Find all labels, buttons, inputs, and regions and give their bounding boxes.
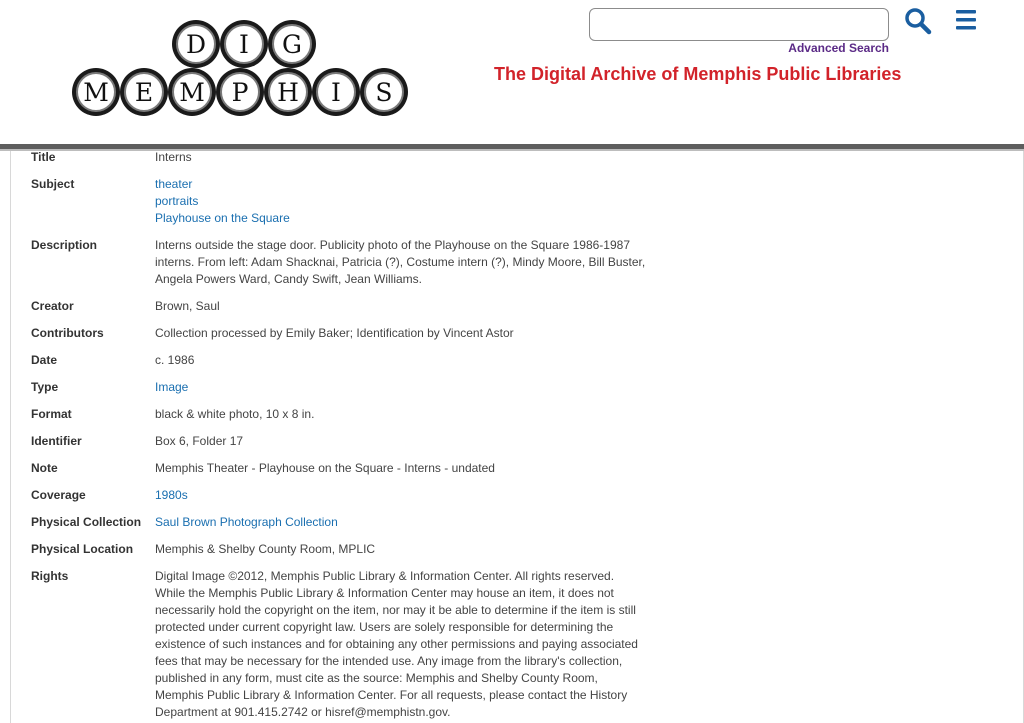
logo-letter: H [268, 72, 308, 112]
logo-coin [220, 20, 268, 68]
logo-coin [172, 20, 220, 68]
metadata-label: Contributors [31, 326, 104, 340]
metadata-row-title [31, 149, 671, 166]
logo-coin [216, 68, 264, 116]
metadata-label: Description [31, 238, 98, 252]
metadata-value [155, 568, 655, 721]
metadata-label: Creator [31, 299, 74, 313]
rights-line: Department at 901.415.2742 or hisref@memphistn.gov. [155, 705, 451, 719]
metadata-label: Date [31, 353, 58, 367]
metadata-label: Physical Location [31, 542, 134, 556]
rights-line: Memphis Public Library & Information Center. For all requests, please contact the History [155, 688, 628, 702]
metadata-label: Rights [31, 569, 69, 583]
metadata-label: Identifier [31, 434, 82, 448]
metadata-row-note [31, 460, 671, 477]
metadata-value: Memphis & Shelby County Room, MPLIC [155, 542, 376, 556]
description-line: interns. From left: Adam Shacknai, Patricia (?), Costume intern (?), Mindy Moore, Bill Buster, [155, 255, 646, 269]
metadata-value: Brown, Saul [155, 299, 220, 313]
metadata-value: c. 1986 [155, 353, 195, 367]
logo-coin [360, 68, 408, 116]
logo-row-memphis [72, 68, 408, 116]
logo-letter: E [124, 72, 164, 112]
subject-link[interactable]: theater [155, 177, 193, 191]
metadata-value: black & white photo, 10 x 8 in. [155, 407, 315, 421]
metadata-row-identifier [31, 433, 671, 450]
rights-line: fees that may be necessary for the intended use. Any image from the library's collection, [155, 654, 623, 668]
metadata-value [155, 514, 655, 531]
rights-line: published in any form, must cite as the source: Memphis and Shelby County Room, [155, 671, 598, 685]
metadata-row-description [31, 237, 671, 288]
site-tagline: The Digital Archive of Memphis Public Libraries [494, 64, 902, 84]
physical-collection-link[interactable]: Saul Brown Photograph Collection [155, 515, 338, 529]
item-metadata-panel [10, 151, 1024, 723]
metadata-row-physical-location [31, 541, 671, 558]
metadata-table [31, 151, 671, 721]
advanced-search-link[interactable]: Advanced Search [788, 41, 889, 55]
logo-letter: M [172, 72, 212, 112]
metadata-row-contributors [31, 325, 671, 342]
description-line: Angela Powers Ward, Candy Swift, Jean Williams. [155, 272, 422, 286]
metadata-value: Collection processed by Emily Baker; Identification by Vincent Astor [155, 326, 514, 340]
rights-line: protected under current copyright law. Users are solely responsible for determining the [155, 620, 614, 634]
metadata-row-date [31, 352, 671, 369]
metadata-value: Memphis Theater - Playhouse on the Square - Interns - undated [155, 461, 495, 475]
metadata-label: Coverage [31, 488, 86, 502]
logo-coin [168, 68, 216, 116]
logo-coin [312, 68, 360, 116]
metadata-row-rights [31, 568, 671, 721]
metadata-value [155, 487, 655, 504]
logo-letter: M [76, 72, 116, 112]
metadata-value [155, 237, 655, 288]
rights-line: necessarily hold the copyright on the item, nor may it be able to determine if the item is still [155, 603, 636, 617]
metadata-label: Title [31, 150, 56, 164]
metadata-row-coverage [31, 487, 671, 504]
logo-letter: G [272, 24, 312, 64]
rights-line: existence of such instances and for obtaining any other permissions and paying associated [155, 637, 638, 651]
metadata-value: Interns [155, 150, 192, 164]
logo-letter: S [364, 72, 404, 112]
metadata-value [155, 379, 655, 396]
type-link[interactable]: Image [155, 380, 189, 394]
logo-coin [264, 68, 312, 116]
metadata-label: Physical Collection [31, 515, 142, 529]
metadata-label: Type [31, 380, 59, 394]
metadata-label: Note [31, 461, 58, 475]
rights-line: Digital Image ©2012, Memphis Public Library & Information Center. All rights reserved. [155, 569, 615, 583]
metadata-label: Subject [31, 177, 75, 191]
dig-memphis-logo[interactable] [72, 18, 418, 118]
logo-letter: I [316, 72, 356, 112]
logo-coin [268, 20, 316, 68]
site-header [0, 0, 1024, 145]
logo-coin [120, 68, 168, 116]
metadata-value [155, 176, 655, 227]
coverage-link[interactable]: 1980s [155, 488, 188, 502]
metadata-row-type [31, 379, 671, 396]
logo-row-dig [172, 20, 316, 68]
search-input[interactable] [589, 8, 889, 41]
logo-letter: I [224, 24, 264, 64]
metadata-label: Format [31, 407, 72, 421]
metadata-value: Box 6, Folder 17 [155, 434, 244, 448]
logo-letter: P [220, 72, 260, 112]
metadata-row-physical-collection [31, 514, 671, 531]
subject-link[interactable]: Playhouse on the Square [155, 211, 290, 225]
search-icon[interactable] [904, 7, 932, 35]
metadata-row-creator [31, 298, 671, 315]
logo-letter: D [176, 24, 216, 64]
metadata-row-subject [31, 176, 671, 227]
rights-line: While the Memphis Public Library & Information Center may house an item, it does not [155, 586, 614, 600]
metadata-row-format [31, 406, 671, 423]
subject-link[interactable]: portraits [155, 194, 199, 208]
hamburger-menu-icon[interactable] [954, 9, 978, 31]
description-line: Interns outside the stage door. Publicity photo of the Playhouse on the Square 1986-1987 [155, 238, 631, 252]
logo-coin [72, 68, 120, 116]
